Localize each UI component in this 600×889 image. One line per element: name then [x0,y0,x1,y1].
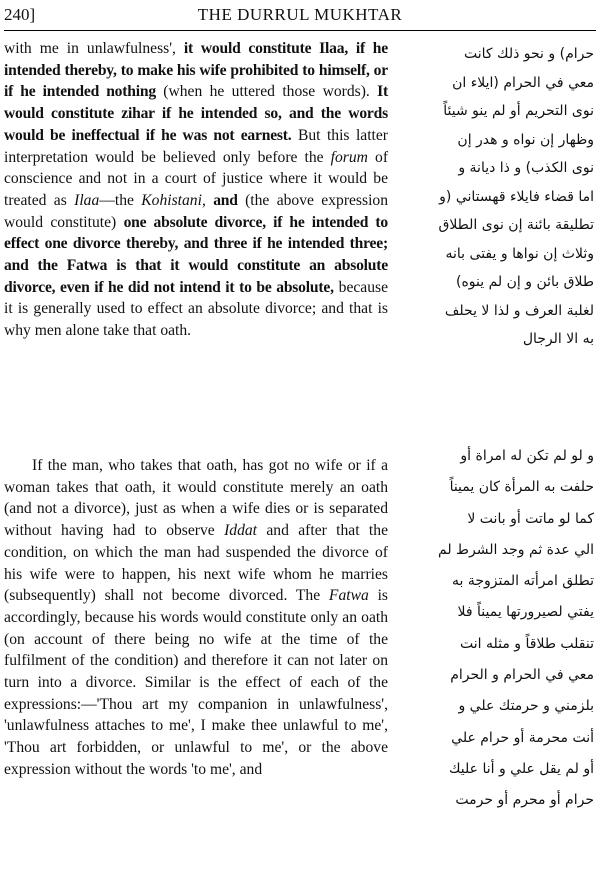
arabic-line: وثلاث إن نواها و يفتى بانه [445,245,594,262]
italic-text-run: Ilaa [74,191,100,209]
italic-text-run: Iddat [224,522,257,540]
text-run: —the [99,191,142,209]
arabic-text-block-2 [400,441,594,817]
arabic-line: وظهار إن نواه و هدر إن [457,131,594,148]
paragraph-text [4,455,388,781]
arabic-line: بلزمني و حرمتك علي و [458,698,594,715]
text-run: because it is generally used to effect an absolute divorce; and that is why men alone take that oath. [4,278,388,340]
paragraph-text [4,38,388,342]
text-run: with me in unlawfulness', [4,40,184,57]
bold-text-run: it would constitute Ilaa, if he intended thereby, to make his wife prohibited to himself, or if he intended nothing [4,40,388,101]
arabic-line: حرام) و نحو ذلك كانت [464,46,594,62]
arabic-line: تنقلب طلاقاً و مثله انت [460,635,594,652]
italic-text-run: Fatwa [328,587,369,605]
arabic-line: حرام أو محرم أو حرمت [455,792,594,809]
text-run: (the above expression would constitute) [4,191,389,231]
bold-text-run: and [213,191,238,209]
text-run: But this latter interpretation would be believed only before the [4,126,388,166]
arabic-line: لغلبة العرف و لذا لا يحلف [444,302,594,319]
page-number: 240] [4,5,36,24]
text-run: If the man, who takes that oath, has got no wife or if a woman takes that oath, it would constitute merely an oath (and not a divorce), just as when a wife dies or is separated without having had to observe [4,457,388,540]
english-paragraph-1 [4,38,388,342]
text-run: , [201,191,214,209]
arabic-line: تطلق امرأته المتزوجة به [452,573,594,590]
arabic-line: الي عدة ثم وجد الشرط لم [438,541,594,558]
arabic-line: كما لو ماتت أو بانت لا [467,510,594,527]
english-paragraph-2 [4,455,388,781]
arabic-line: حلفت به المرأة كان يميناً [449,479,594,496]
arabic-text-block-1 [400,40,594,354]
arabic-line: نوى التحريم أو لم ينو شيئاً [443,103,594,119]
header-rule [4,30,596,31]
arabic-line: يفتي لصيرورتها يميناً فلا [457,604,594,621]
arabic-line: أنت محرمة أو حرام علي [451,729,594,746]
italic-text-run: Kohistani [141,191,202,209]
bold-text-run: one absolute divorce, if he intended to effect one divorce thereby, and three if he intended three; and the Fatwa is that it would constitute an absolute divorce, even if he did not intend it to be absolute, [4,213,388,296]
text-run: is accordingly, because his words would constitute only an oath (on account of there being no wife at the time of the fulfilment of the condition) and therefore it can not later on turn into a divorce. Similar is the effect of each of the expressions:—'Thou art my companion in unlawfulness', 'unlawfulness attaches to me', I make thee unlawful to me', 'Thou art forbidden, or unlawful to me', or the above expression without the words 'to me', and [4,587,388,778]
text-run: of conscience and not in a court of justice where it would be treated as [4,148,389,209]
arabic-line: نوى الكذب) و ذا ديانة و [458,160,594,176]
arabic-line: و لو لم تكن له امراة أو [460,448,594,464]
arabic-line: طلاق بائن و إن لم ينوه) [456,274,594,290]
arabic-line: اما قضاء فايلاء قهستاني (و [439,188,594,205]
arabic-line: معي في الحرام (ايلاء ان [452,74,594,91]
text-run: and after that the condition, on which the man had suspended the divorce of his wife were to happen, his next wife whom he marries (subsequently) shall not become divorced. The [4,522,388,605]
bold-text-run: It would constitute zihar if he intended so, and the words would be ineffectual if he was not earnest. [4,83,389,144]
text-run: (when he uttered those words). [155,83,378,101]
arabic-line: معي في الحرام و الحرام [450,667,594,684]
arabic-line: أو لم يقل علي و أنا عليك [449,760,594,777]
arabic-line: تطليقة بائنة إن نوى الطلاق [438,217,594,233]
page-header [4,3,596,27]
running-title: THE DURRUL MUKHTAR [197,5,403,24]
arabic-line: به الا الرجال [522,331,594,347]
italic-text-run: forum [330,148,368,166]
